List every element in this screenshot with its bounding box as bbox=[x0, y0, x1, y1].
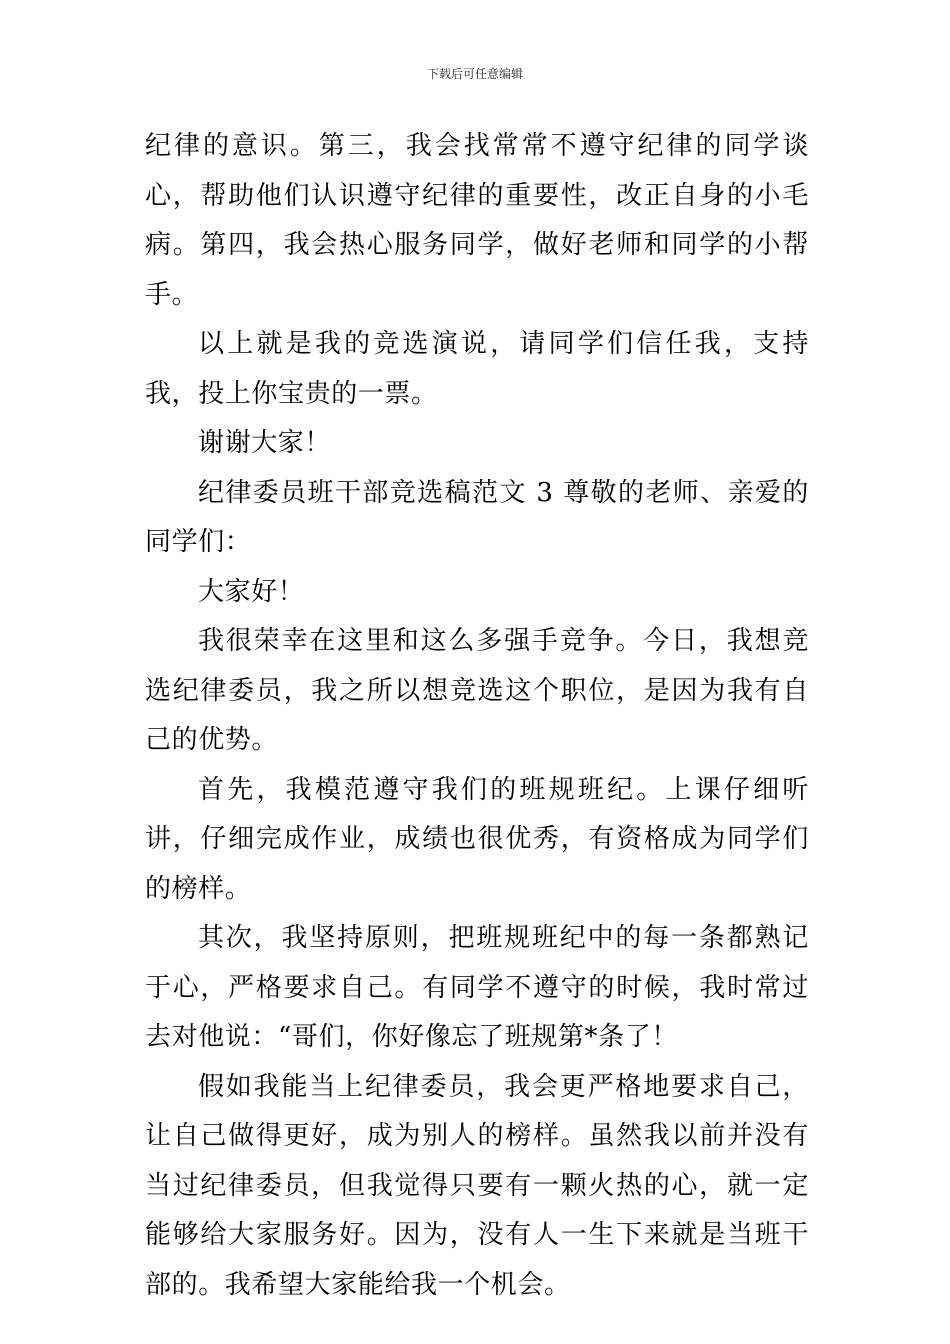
document-body bbox=[145, 122, 809, 1310]
paragraph-second-point: 其次，我坚持原则，把班规班纪中的每一条都熟记于心，严格要求自己。有同学不遵守的时候，我时常过去对他说：“哥们，你好像忘了班规第*条了！ bbox=[145, 923, 809, 1052]
paragraph-promise: 假如我能当上纪律委员，我会更严格地要求自己，让自己做得更好，成为别人的榜样。虽然我以前并没有当过纪律委员，但我觉得只要有一颗火热的心，就一定能够给大家服务好。因为，没有人一生下来就是当班干部的。我希望大家能给我一个机会。 bbox=[145, 1071, 809, 1300]
paragraph-sample-title: 纪律委员班干部竞选稿范文 3 尊敬的老师、亲爱的同学们： bbox=[145, 477, 809, 557]
paragraph-greeting: 大家好！ bbox=[198, 576, 305, 607]
paragraph-closing-plea: 以上就是我的竞选演说，请同学们信任我，支持我，投上你宝贵的一票。 bbox=[145, 329, 809, 409]
paragraph-thanks: 谢谢大家！ bbox=[198, 428, 332, 458]
page-header-note: 下载后可任意编辑 bbox=[426, 67, 523, 81]
paragraph-first-point: 首先，我模范遵守我们的班规班纪。上课仔细听讲，仔细完成作业，成绩也很优秀，有资格成为同学们的榜样。 bbox=[145, 774, 809, 904]
paragraph-continuation: 纪律的意识。第三，我会找常常不遵守纪律的同学谈心，帮助他们认识遵守纪律的重要性，改正自身的小毛病。第四，我会热心服务同学，做好老师和同学的小帮手。 bbox=[145, 131, 809, 310]
paragraph-intro: 我很荣幸在这里和这么多强手竞争。今日，我想竞选纪律委员，我之所以想竞选这个职位，是因为我有自己的优势。 bbox=[145, 626, 809, 755]
